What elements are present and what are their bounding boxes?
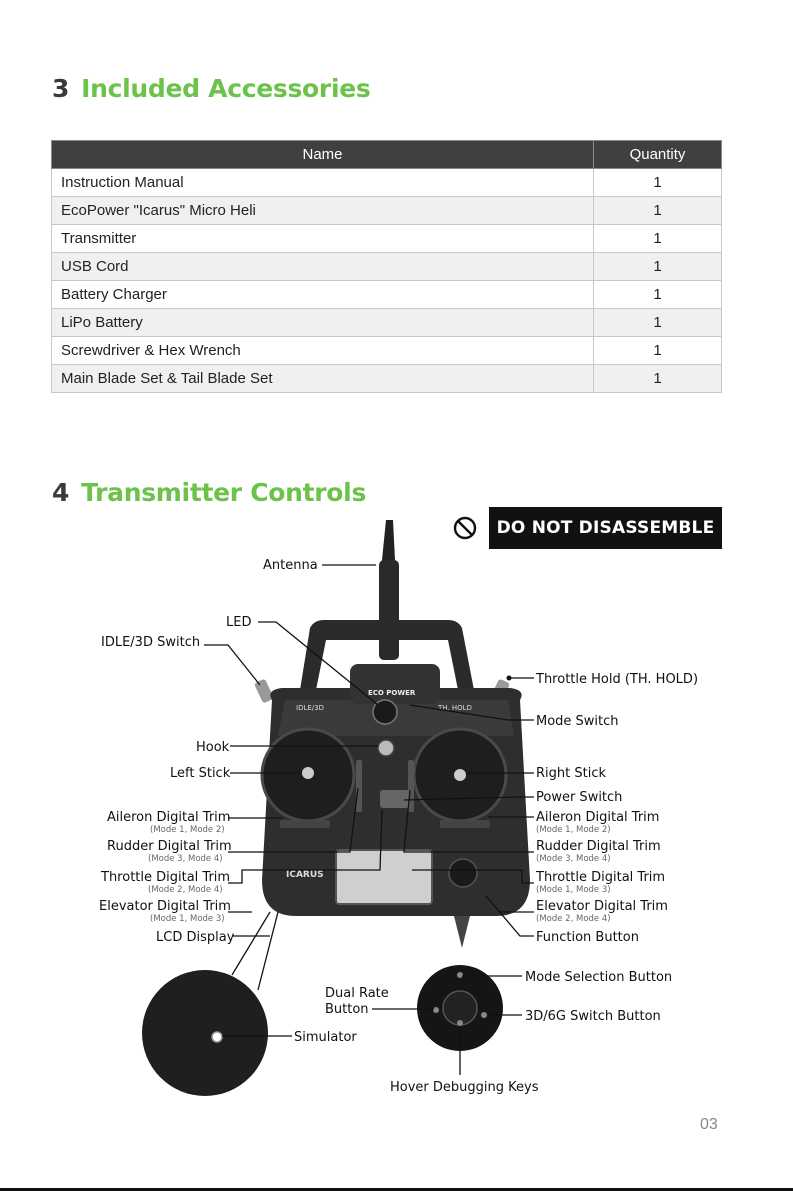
item-quantity: 1	[594, 169, 722, 197]
elevator-trim-left-modes: (Mode 1, Mode 3)	[150, 914, 225, 924]
item-name: Instruction Manual	[52, 169, 594, 197]
right-stick-label: Right Stick	[536, 766, 607, 781]
page-number: 03	[700, 1116, 718, 1133]
simulator-label: Simulator	[294, 1030, 357, 1045]
warning-badge	[451, 507, 722, 549]
right-stick	[454, 769, 466, 781]
item-name: Battery Charger	[52, 281, 594, 309]
mode-selection-button-label: Mode Selection Button	[525, 970, 673, 985]
item-quantity: 1	[594, 253, 722, 281]
left-stick-label: Left Stick	[170, 766, 231, 781]
rudder-trim-left-modes: (Mode 3, Mode 4)	[148, 854, 223, 864]
lcd-display	[336, 850, 432, 904]
aileron-trim-left-modes: (Mode 1, Mode 2)	[150, 825, 225, 835]
function-button	[449, 859, 477, 887]
throttle-trim-left-label: Throttle Digital Trim	[101, 870, 231, 885]
rudder-trim-right-label: Rudder Digital Trim	[536, 839, 661, 854]
throttle-trim-right-modes: (Mode 1, Mode 3)	[536, 885, 611, 895]
aileron-trim-left-label: Aileron Digital Trim	[107, 810, 231, 825]
item-name: Transmitter	[52, 225, 594, 253]
rudder-trim-right-modes: (Mode 3, Mode 4)	[536, 854, 611, 864]
dual-rate-button-label-line1: Dual Rate	[325, 986, 389, 1001]
elevator-trim-left-label: Elevator Digital Trim	[99, 899, 231, 914]
hook-illustration	[378, 740, 394, 756]
dual-rate-button-label-line2: Button	[325, 1002, 369, 1017]
item-name: Main Blade Set & Tail Blade Set	[52, 365, 594, 393]
section-number: 4	[52, 478, 70, 507]
idle-3d-panel-label: IDLE/3D	[296, 704, 324, 712]
hook-label: Hook	[196, 740, 230, 755]
elevator-trim-right-modes: (Mode 2, Mode 4)	[536, 914, 611, 924]
column-header-quantity: Quantity	[594, 141, 722, 169]
section-title-text: Included Accessories	[81, 74, 371, 103]
hover-debugging-keys-label: Hover Debugging Keys	[390, 1080, 539, 1095]
item-quantity: 1	[594, 337, 722, 365]
section-number: 3	[52, 74, 70, 103]
function-button-label: Function Button	[536, 930, 639, 945]
elevator-trim-right-label: Elevator Digital Trim	[536, 899, 668, 914]
item-name: USB Cord	[52, 253, 594, 281]
item-name: EcoPower "Icarus" Micro Heli	[52, 197, 594, 225]
rudder-trim-left-label: Rudder Digital Trim	[107, 839, 232, 854]
item-quantity: 1	[594, 225, 722, 253]
item-quantity: 1	[594, 197, 722, 225]
aileron-trim-right-label: Aileron Digital Trim	[536, 810, 660, 825]
section-title-text: Transmitter Controls	[81, 478, 367, 507]
mode-switch-label: Mode Switch	[536, 714, 619, 729]
left-stick	[302, 767, 314, 779]
item-quantity: 1	[594, 281, 722, 309]
aileron-trim-right-modes: (Mode 1, Mode 2)	[536, 825, 611, 835]
led-label: LED	[226, 615, 252, 630]
switch-3d-6g-button-label: 3D/6G Switch Button	[525, 1009, 661, 1024]
idle-3d-switch-label: IDLE/3D Switch	[101, 635, 201, 650]
prohibited-icon	[453, 516, 477, 540]
logo-label: ECO POWER	[368, 689, 416, 697]
column-header-name: Name	[52, 141, 594, 169]
idle-switch-illustration	[254, 678, 274, 703]
power-switch	[380, 790, 410, 808]
item-quantity: 1	[594, 365, 722, 393]
brand-label: ICARUS	[286, 870, 324, 880]
item-quantity: 1	[594, 309, 722, 337]
throttle-hold-label: Throttle Hold (TH. HOLD)	[536, 672, 699, 687]
item-name: Screwdriver & Hex Wrench	[52, 337, 594, 365]
antenna-label: Antenna	[263, 558, 318, 573]
throttle-trim-right-label: Throttle Digital Trim	[536, 870, 666, 885]
item-name: LiPo Battery	[52, 309, 594, 337]
power-switch-label: Power Switch	[536, 790, 623, 805]
th-hold-panel-label: TH. HOLD	[438, 704, 472, 712]
lcd-display-label: LCD Display	[156, 930, 235, 945]
warning-text: DO NOT DISASSEMBLE	[489, 507, 722, 549]
throttle-trim-left-modes: (Mode 2, Mode 4)	[148, 885, 223, 895]
